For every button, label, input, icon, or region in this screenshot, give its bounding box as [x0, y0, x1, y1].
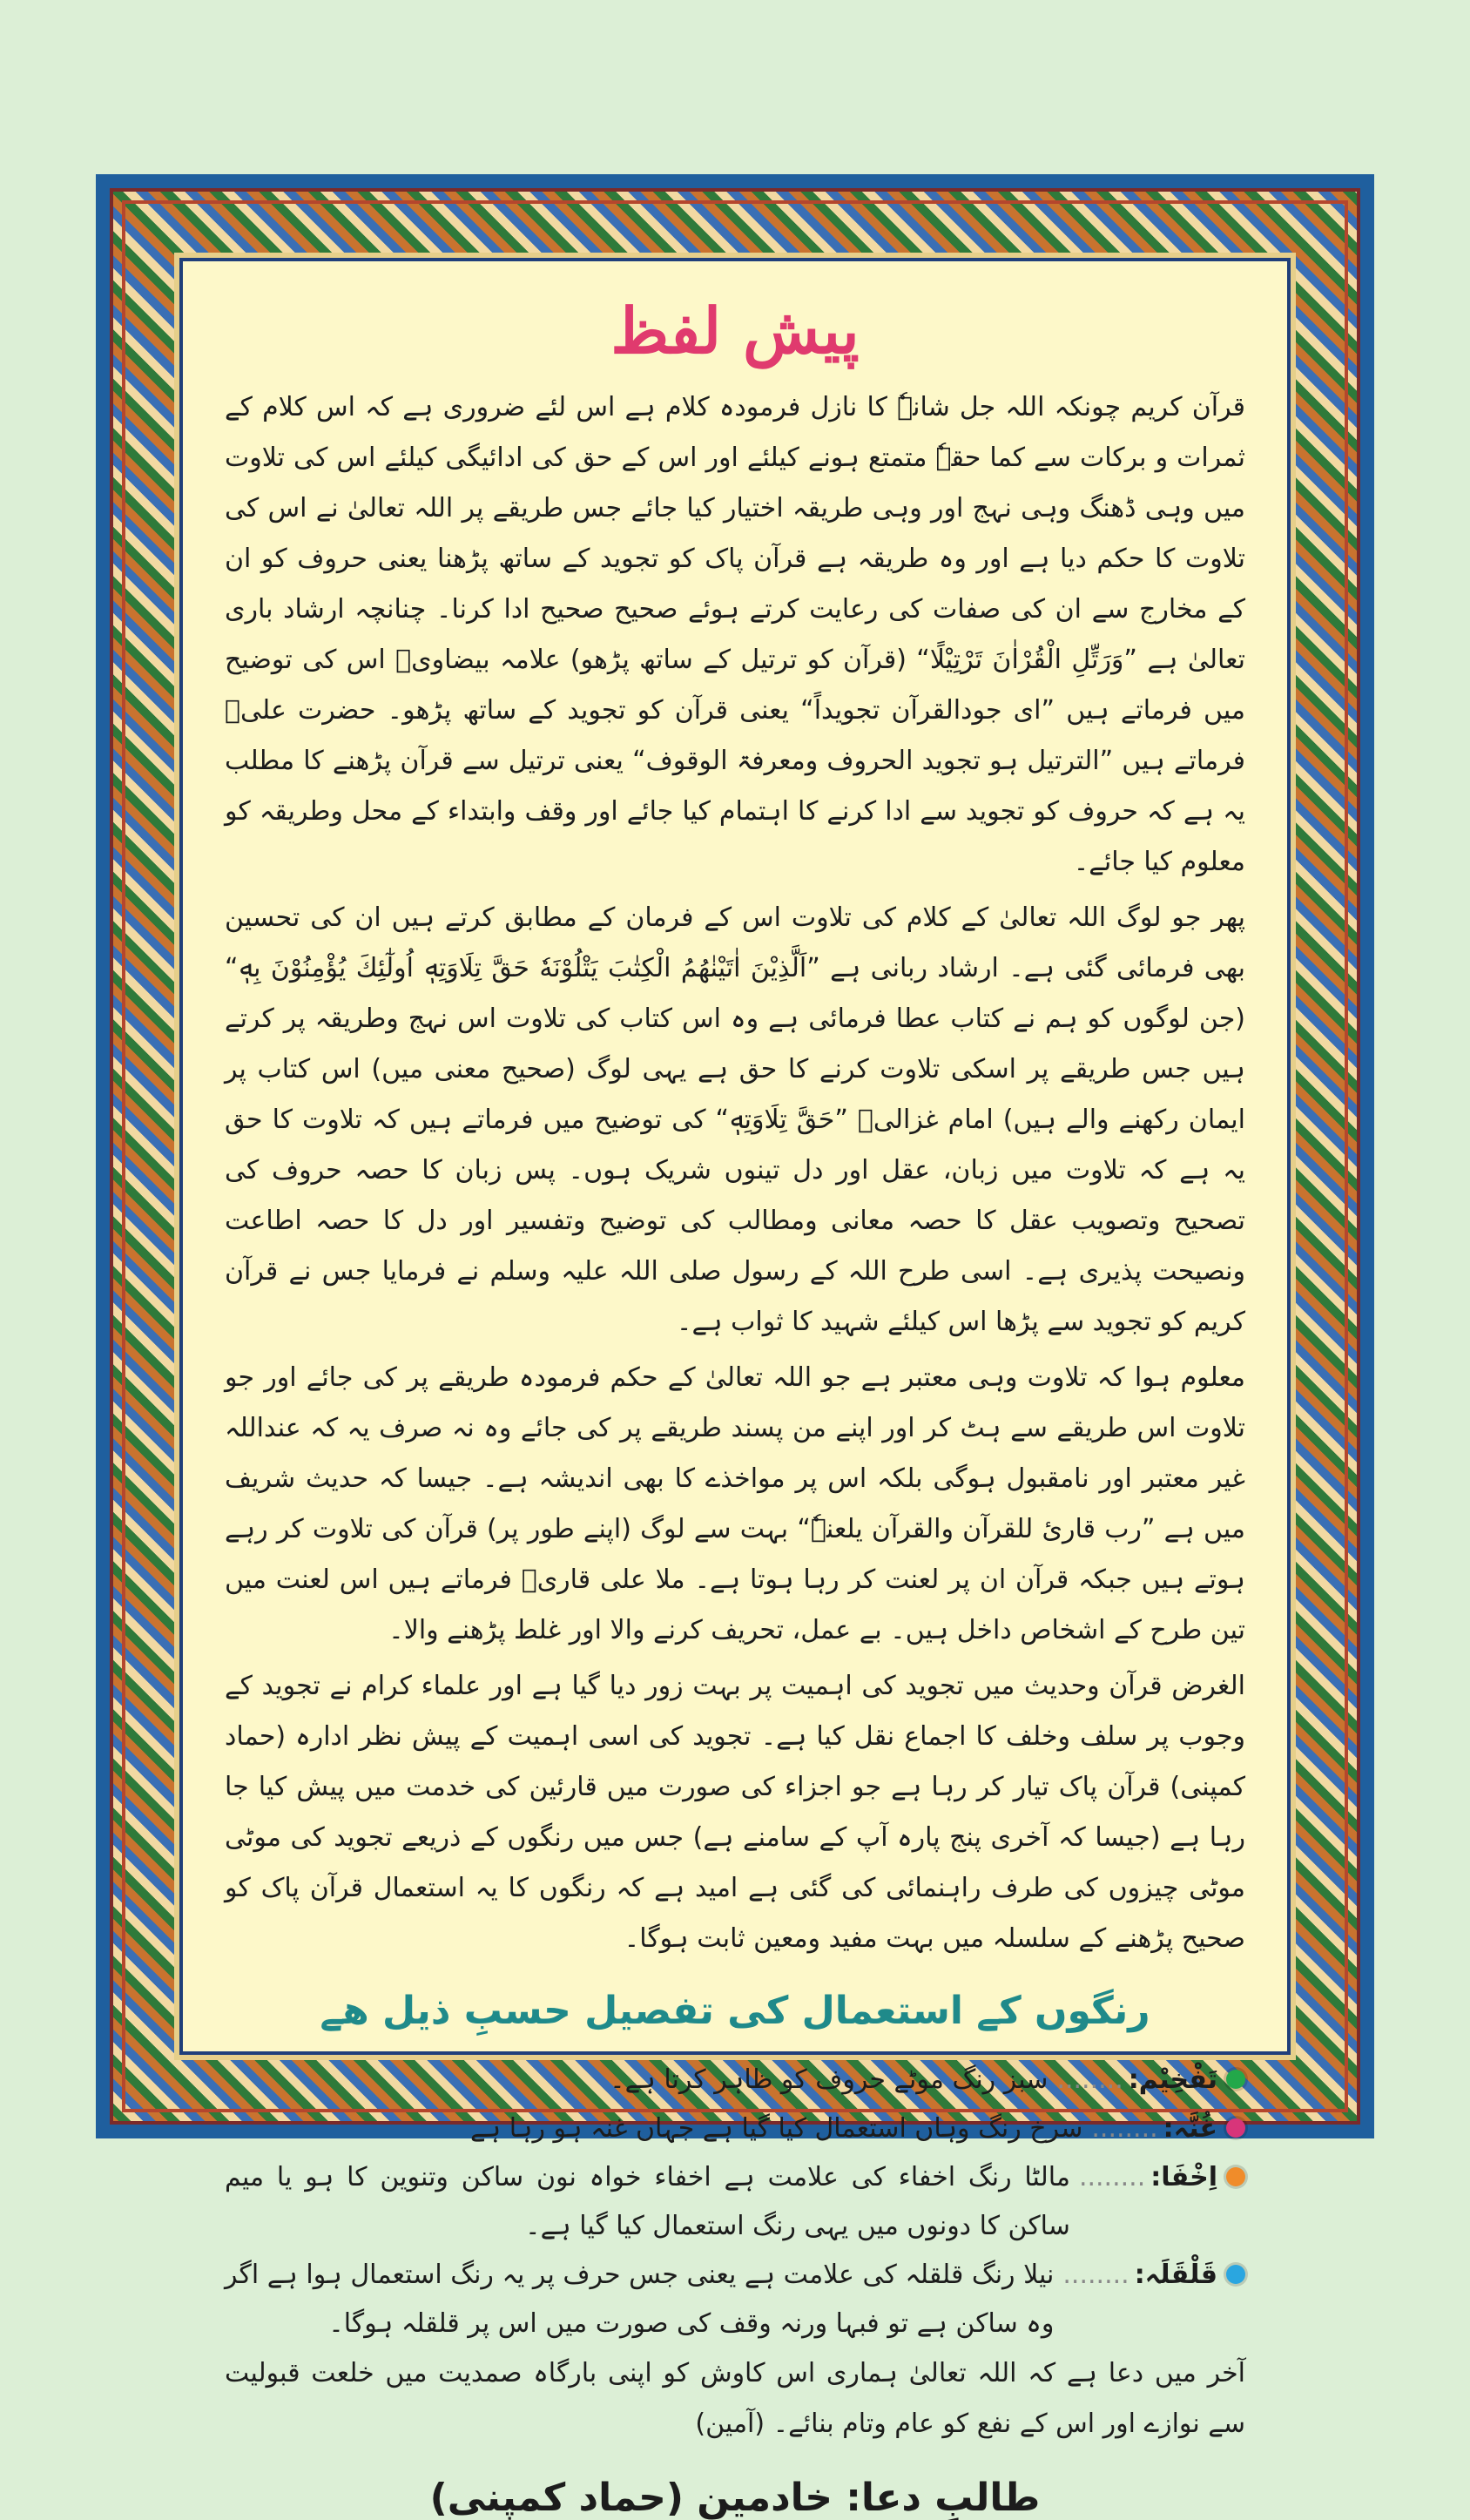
signature: طالبِ دعا: خادمین (حماد کمپنی)	[429, 2476, 1041, 2520]
color-legend-title: رنگوں کے استعمال کی تفصیل حسبِ ذیل ھے	[320, 1989, 1150, 2034]
legend-name: تَفْخِيْم:	[1128, 2064, 1217, 2096]
green-dot-icon	[1226, 2070, 1245, 2089]
page-title: پیش لفظ	[610, 294, 860, 368]
page-content	[179, 258, 1291, 2520]
orange-dot-icon	[1226, 2167, 1245, 2186]
closing-prayer: آخر میں دعا ہے کہ اللہ تعالیٰ ہماری اس کاوش کو اپنی بارگاہ صمدیت میں خلعت قبولیت سے نوازے اور اس کے نفع کو عام وتام بنائے۔ (آمین)	[225, 2358, 1245, 2440]
ornamental-border	[96, 174, 1374, 2520]
color-legend	[225, 2056, 1245, 2348]
legend-item-tafkheem	[225, 2056, 1245, 2105]
dotted-leader: ........	[1091, 2113, 1158, 2145]
legend-name: اِخْفَا:	[1150, 2162, 1217, 2193]
legend-text: سرخ رنگ وہاں استعمال کیا گیا ہے جہاں غنہ ہو رہا ہے	[470, 2113, 1083, 2145]
legend-text: مالٹا رنگ اخفاء کی علامت ہے اخفاء خواہ نون ساکن وتنوین کا ہو یا میم ساکن کا دونوں میں یہی رنگ استعمال کیا گیا ہے۔	[225, 2162, 1070, 2242]
legend-name: غُنَّہ:	[1163, 2113, 1217, 2145]
dotted-leader: ........	[1056, 2064, 1123, 2096]
legend-item-qalqala	[225, 2251, 1245, 2348]
legend-name: قَلْقَلَہ:	[1134, 2260, 1217, 2291]
legend-item-ghunna	[225, 2105, 1245, 2153]
paragraph-1: قرآن کریم چونکہ اللہ جل شانہٗ کا نازل فرمودہ کلام ہے اس لئے ضروری ہے کہ اس کلام کے ثمرات و برکات سے کما حقہٗ متمتع ہونے کیلئے اور اس کے حق کی ادائیگی کیلئے اس کی تلاوت میں وہی ڈھنگ وہی نہج اور وہی طریقہ اختیار کیا جائے جس طریقے پر اللہ تعالیٰ نے اس کی تلاوت کا حکم دیا ہے اور وہ طریقہ ہے قرآن پاک کو تجوید کے ساتھ پڑھنا یعنی حروف کو ان کے مخارج سے ان کی صفات کی رعایت کرتے ہوئے صحیح صحیح ادا کرنا۔ چنانچہ ارشاد باری تعالیٰ ہے ”وَرَتِّلِ الْقُرْاٰنَ تَرْتِيْلًا“ (قرآن کو ترتیل کے ساتھ پڑھو) علامہ بیضاویؒ اس کی توضیح میں فرماتے ہیں ”ای جودالقرآن تجویداً“ یعنی قرآن کو تجوید کے ساتھ پڑھو۔ حضرت علیؓ فرماتے ہیں ”الترتیل ہو تجوید الحروف ومعرفۃ الوقوف“ یعنی ترتیل سے قرآن پڑھنے کا مطلب یہ ہے کہ حروف کو تجوید سے ادا کرنے کا اہتمام کیا جائے اور وقف وابتداء کے محل وطریقہ کو معلوم کیا جائے۔	[225, 392, 1245, 878]
dotted-leader: ........	[1062, 2260, 1129, 2291]
paragraph-2: پھر جو لوگ اللہ تعالیٰ کے کلام کی تلاوت اس کے فرمان کے مطابق کرتے ہیں ان کی تحسین بھی فرمائی گئی ہے۔ ارشاد ربانی ہے ”اَلَّذِيْنَ اٰتَيْنٰهُمُ الْكِتٰبَ يَتْلُوْنَهٗ حَقَّ تِلَاوَتِهٖ اُولٰٓئِكَ يُؤْمِنُوْنَ بِهٖ“ (جن لوگوں کو ہم نے کتاب عطا فرمائی ہے وہ اس کتاب کی تلاوت اس نہج وطریقہ پر کرتے ہیں جس طریقے پر اسکی تلاوت کرنے کا حق ہے یہی لوگ (صحیح معنی میں) اس کتاب پر ایمان رکھنے والے ہیں) امام غزالیؒ ”حَقَّ تِلَاوَتِهٖ“ کی توضیح میں فرماتے ہیں کہ تلاوت کا حق یہ ہے کہ تلاوت میں زبان، عقل اور دل تینوں شریک ہوں۔ پس زبان کا حصہ حروف کی تصحیح وتصویب عقل کا حصہ معانی ومطالب کی توضیح وتفسیر اور دل کا حصہ اطاعت ونصیحت پذیری ہے۔ اسی طرح اللہ کے رسول صلی اللہ علیہ وسلم نے فرمایا جس نے قرآن کریم کو تجوید سے پڑھا اس کیلئے شہید کا ثواب ہے۔	[225, 902, 1245, 1338]
paragraph-3: معلوم ہوا کہ تلاوت وہی معتبر ہے جو اللہ تعالیٰ کے حکم فرمودہ طریقے پر کی جائے اور جو تلاوت اس طریقے سے ہٹ کر اور اپنے من پسند طریقے پر کی جائے وہ نہ صرف یہ کہ عنداللہ غیر معتبر اور نامقبول ہوگی بلکہ اس پر مواخذے کا بھی اندیشہ ہے۔ جیسا کہ حدیث شریف میں ہے ”رب قاریٔ للقرآن والقرآن یلعنہٗ“ بہت سے لوگ (اپنے طور پر) قرآن کی تلاوت کر رہے ہوتے ہیں جبکہ قرآن ان پر لعنت کر رہا ہوتا ہے۔ ملا علی قاریؒ فرماتے ہیں اس لعنت میں تین طرح کے اشخاص داخل ہیں۔ بے عمل، تحریف کرنے والا اور غلط پڑھنے والا۔	[225, 1362, 1245, 1646]
legend-item-ikhfa	[225, 2153, 1245, 2251]
legend-text: سبز رنگ موٹے حروف کو ظاہر کرتا ہے۔	[610, 2064, 1049, 2096]
dotted-leader: ........	[1078, 2162, 1146, 2193]
blue-dot-icon	[1226, 2265, 1245, 2284]
legend-text: نیلا رنگ قلقلہ کی علامت ہے یعنی جس حرف پر یہ رنگ استعمال ہوا ہے اگر وہ ساکن ہے تو فبہا ورنہ وقف کی صورت میں اس پر قلقلہ ہوگا۔	[225, 2260, 1055, 2340]
paragraph-4: الغرض قرآن وحدیث میں تجوید کی اہمیت پر بہت زور دیا گیا ہے اور علماء کرام نے تجوید کے وجوب پر سلف وخلف کا اجماع نقل کیا ہے۔ تجوید کی اسی اہمیت کے پیش نظر ادارہ (حماد کمپنی) قرآن پاک تیار کر رہا ہے جو اجزاء کی صورت میں قارئین کی خدمت میں پیش کیا جا رہا ہے (جیسا کہ آخری پنج پارہ آپ کے سامنے ہے) جس میں رنگوں کے ذریعے تجوید کی موٹی موٹی چیزوں کی طرف راہنمائی کی گئی ہے امید ہے کہ رنگوں کا یہ استعمال قرآن پاک کو صحیح پڑھنے کے سلسلہ میں بہت مفید ومعین ثابت ہوگا۔	[225, 1671, 1245, 1955]
pink-dot-icon	[1226, 2118, 1245, 2138]
